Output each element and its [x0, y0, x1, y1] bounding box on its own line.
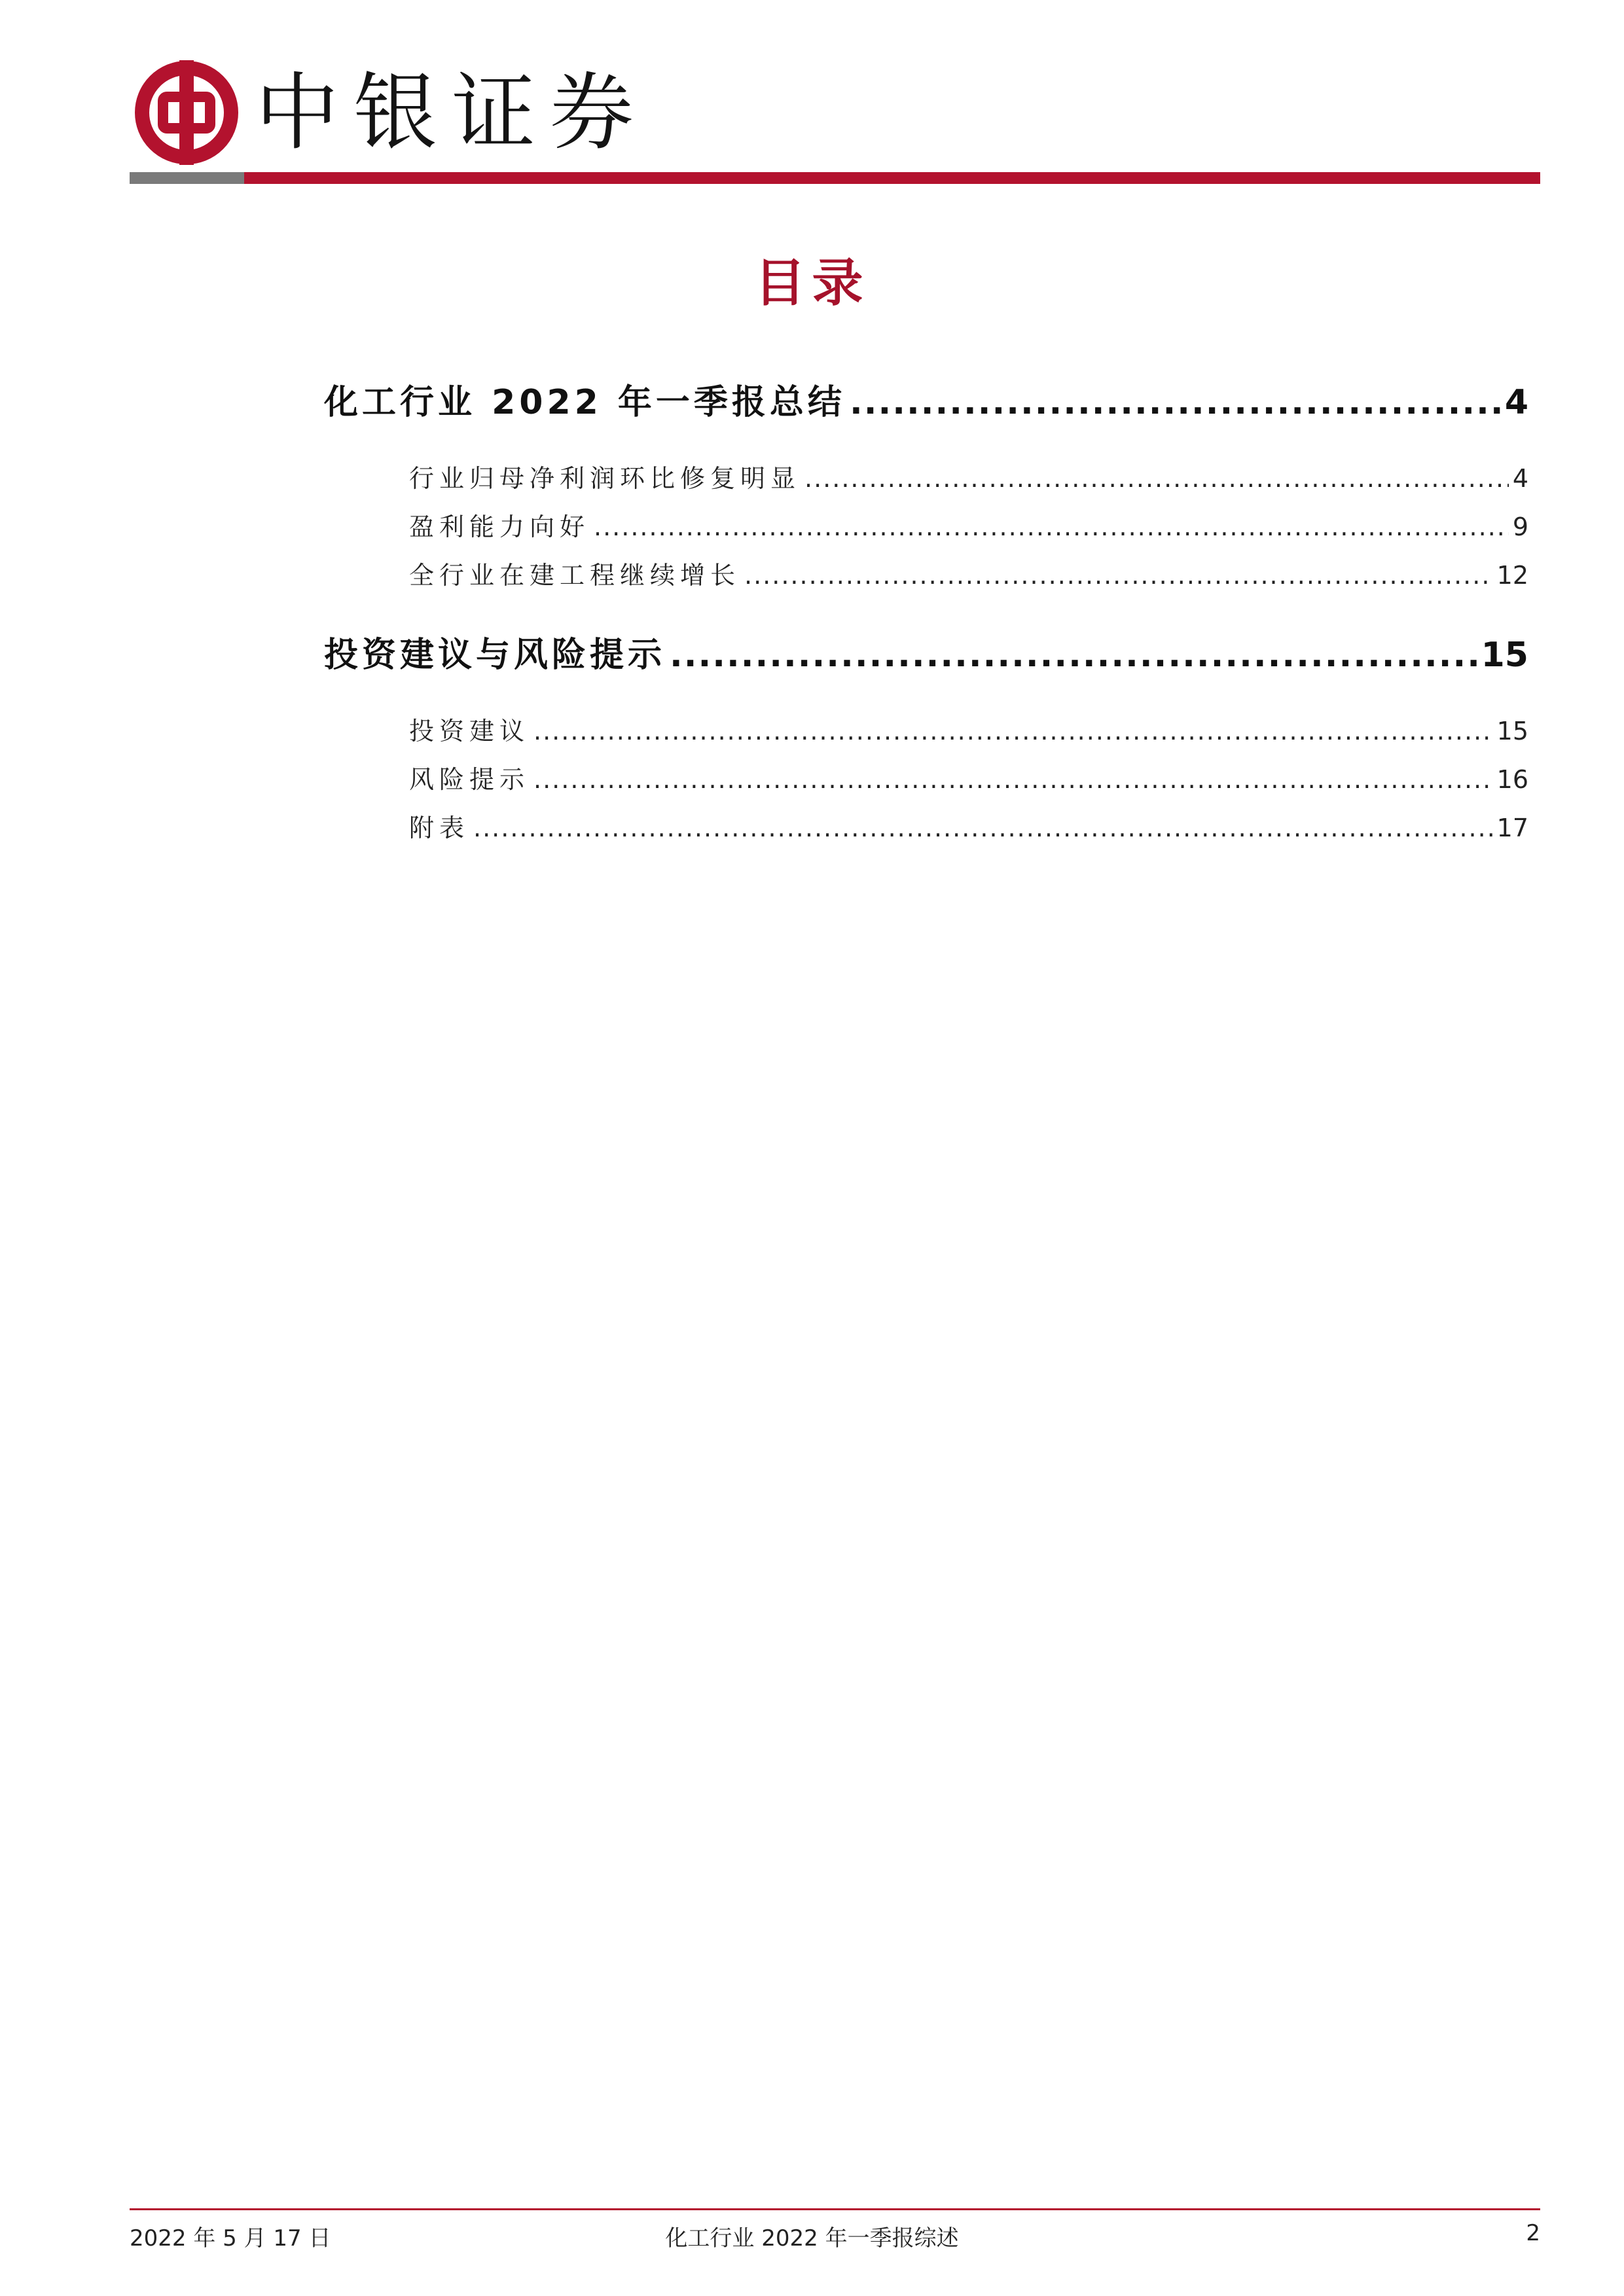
toc-entry-1-1[interactable] — [409, 458, 1528, 494]
toc-entry-1-2[interactable] — [409, 507, 1528, 543]
toc-entry-2-3[interactable] — [409, 808, 1528, 844]
toc-entry-section-1[interactable] — [324, 374, 1528, 423]
toc-entry-2-2[interactable] — [409, 759, 1528, 795]
toc-leader-dots — [594, 512, 1509, 541]
toc-leader-dots — [804, 464, 1509, 493]
bank-of-china-logo-icon — [134, 60, 239, 165]
toc-entry-page: 15 — [1496, 717, 1528, 745]
toc-leader-dots — [473, 814, 1493, 842]
toc-leader-dots — [850, 383, 1501, 422]
footer-divider — [130, 2208, 1540, 2210]
footer-report-title: 化工行业 2022 年一季报综述 — [665, 2225, 959, 2251]
toc-entry-2-1[interactable] — [409, 711, 1528, 747]
toc-entry-label: 附表 — [409, 814, 470, 842]
toc-entry-page: 12 — [1496, 561, 1528, 590]
toc-leader-dots — [533, 717, 1493, 745]
toc-title: 目录 — [754, 253, 870, 313]
header-divider-gray — [130, 172, 244, 184]
brand-name: 中银证券 — [255, 64, 649, 162]
toc-entry-section-2[interactable] — [324, 627, 1528, 676]
toc-entry-label: 全行业在建工程继续增长 — [409, 561, 741, 590]
toc-entry-page: 4 — [1504, 383, 1528, 422]
toc-entry-label: 化工行业 2022 年一季报总结 — [324, 383, 846, 422]
footer-page-number: 2 — [1526, 2220, 1540, 2246]
toc-entry-page: 17 — [1496, 814, 1528, 842]
footer-date: 2022 年 5 月 17 日 — [130, 2225, 331, 2251]
toc-entry-1-3[interactable] — [409, 555, 1528, 591]
toc-entry-page: 4 — [1512, 464, 1528, 493]
toc-entry-page: 16 — [1496, 765, 1528, 794]
header-divider-red — [244, 172, 1540, 184]
toc-entry-label: 行业归母净利润环比修复明显 — [409, 464, 801, 493]
toc-entry-page: 9 — [1512, 512, 1528, 541]
toc-entry-label: 投资建议 — [409, 717, 530, 745]
toc-entry-label: 投资建议与风险提示 — [324, 636, 666, 675]
toc-entry-label: 风险提示 — [409, 765, 530, 794]
toc-leader-dots — [533, 765, 1493, 794]
toc-leader-dots — [744, 561, 1493, 590]
toc-entry-page: 15 — [1481, 636, 1528, 675]
toc-entry-label: 盈利能力向好 — [409, 512, 590, 541]
toc-leader-dots — [670, 636, 1477, 675]
